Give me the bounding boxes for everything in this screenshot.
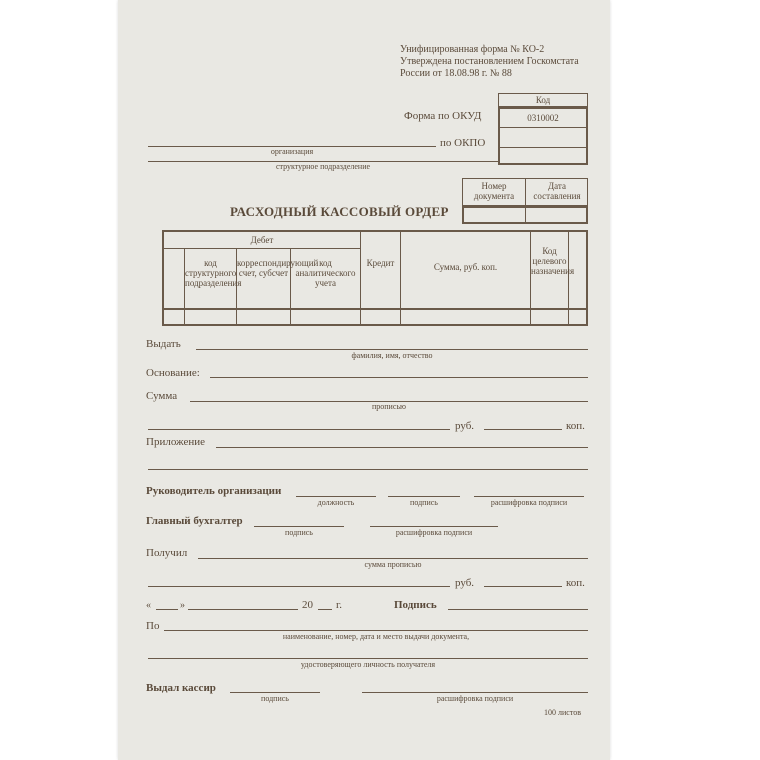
vydat-line[interactable] — [196, 349, 588, 350]
summa-propisyu-caption: сумма прописью — [364, 560, 422, 569]
kredit-header: Кредит — [366, 258, 395, 268]
date-close-quote: » — [180, 600, 185, 611]
glavbuh-podpis-line[interactable] — [254, 526, 344, 527]
po-line[interactable] — [164, 630, 588, 631]
number-date-header: Номер документа Дата составления — [462, 178, 588, 206]
okpo-label: по ОКПО — [440, 137, 486, 149]
form-number-line: Унифицированная форма № КО-2 — [400, 44, 545, 55]
month-line[interactable] — [188, 609, 298, 610]
dolzhnost-line[interactable] — [296, 496, 376, 497]
glavbuh-label: Главный бухгалтер — [146, 515, 243, 527]
poluchil-line-2[interactable] — [148, 586, 450, 587]
summa-line-2[interactable] — [148, 429, 450, 430]
glavbuh-rasshifrovka-caption: расшифровка подписи — [395, 528, 473, 537]
prilozhenie-line-2[interactable] — [148, 469, 588, 470]
glavbuh-rasshifrovka-line[interactable] — [370, 526, 498, 527]
rukovoditel-rasshifrovka-caption: расшифровка подписи — [490, 498, 568, 507]
korr-schet-header: корреспондирующий счет, субсчет — [237, 258, 319, 278]
code-box — [498, 107, 588, 165]
podpis-label: Подпись — [394, 599, 437, 611]
kod-analit-header: код аналитического учета — [295, 258, 356, 288]
fio-caption: фамилия, имя, отчество — [351, 351, 433, 360]
document-title: РАСХОДНЫЙ КАССОВЫЙ ОРДЕР — [230, 204, 449, 219]
vydat-label: Выдать — [146, 338, 181, 350]
kassir-rasshifrovka-caption: расшифровка подписи — [436, 694, 514, 703]
kassir-podpis-caption: подпись — [261, 694, 289, 703]
prilozhenie-line[interactable] — [216, 447, 588, 448]
osnovanie-line[interactable] — [210, 377, 588, 378]
rukovoditel-label: Руководитель организации — [146, 485, 282, 497]
kop-label: коп. — [566, 420, 585, 432]
glavbuh-podpis-caption: подпись — [285, 528, 313, 537]
rukovoditel-rasshifrovka-line[interactable] — [474, 496, 584, 497]
approved-line: Утверждена постановлением Госкомстата — [400, 56, 579, 67]
poluchil-kop-label: коп. — [566, 577, 585, 589]
rukovoditel-podpis-caption: подпись — [410, 498, 438, 507]
organization-caption: организация — [270, 147, 314, 156]
year-line[interactable] — [318, 609, 332, 610]
number-date-values[interactable] — [462, 206, 588, 224]
kassir-podpis-line[interactable] — [230, 692, 320, 693]
kod-struct-header: код структурного подразделения — [185, 258, 242, 288]
date-open-quote: « — [146, 600, 151, 611]
russia-line: России от 18.08.98 г. № 88 — [400, 68, 512, 79]
sheets-count: 100 листов — [544, 708, 581, 717]
day-line[interactable] — [156, 609, 178, 610]
podpis-line[interactable] — [448, 609, 588, 610]
osnovanie-label: Основание: — [146, 367, 200, 379]
code-header-cell: Код — [498, 93, 588, 107]
form-sheet — [118, 0, 610, 760]
kod-celevogo-header: Код целевого назначения — [531, 246, 575, 276]
doc-caption: наименование, номер, дата и место выдачи документа, — [282, 632, 470, 641]
poluchil-line[interactable] — [198, 558, 588, 559]
okud-label: Форма по ОКУД — [404, 110, 482, 122]
poluchil-rub-kop-line[interactable] — [484, 586, 562, 587]
kassir-rasshifrovka-line[interactable] — [362, 692, 588, 693]
rub-kop-line[interactable] — [484, 429, 562, 430]
identity-caption: удостоверяющего личность получателя — [300, 660, 436, 669]
year-label: 20 — [302, 599, 313, 611]
prilozhenie-label: Приложение — [146, 436, 206, 448]
summa-label: Сумма — [146, 390, 178, 402]
rukovoditel-podpis-line[interactable] — [388, 496, 460, 497]
summa-header: Сумма, руб. коп. — [433, 262, 498, 272]
department-caption: структурное подразделение — [275, 162, 371, 171]
po-line-2[interactable] — [148, 658, 588, 659]
debet-header: Дебет — [250, 235, 274, 245]
dolzhnost-caption: должность — [317, 498, 355, 507]
poluchil-label: Получил — [146, 547, 188, 559]
okud-value[interactable]: 0310002 — [527, 113, 559, 123]
kassir-label: Выдал кассир — [146, 682, 216, 694]
rub-label: руб. — [455, 420, 475, 432]
po-label: По — [146, 620, 160, 632]
propisyu-caption: прописью — [371, 402, 407, 411]
poluchil-rub-label: руб. — [455, 577, 475, 589]
accounts-table — [162, 230, 588, 326]
year-suffix: г. — [336, 599, 343, 611]
